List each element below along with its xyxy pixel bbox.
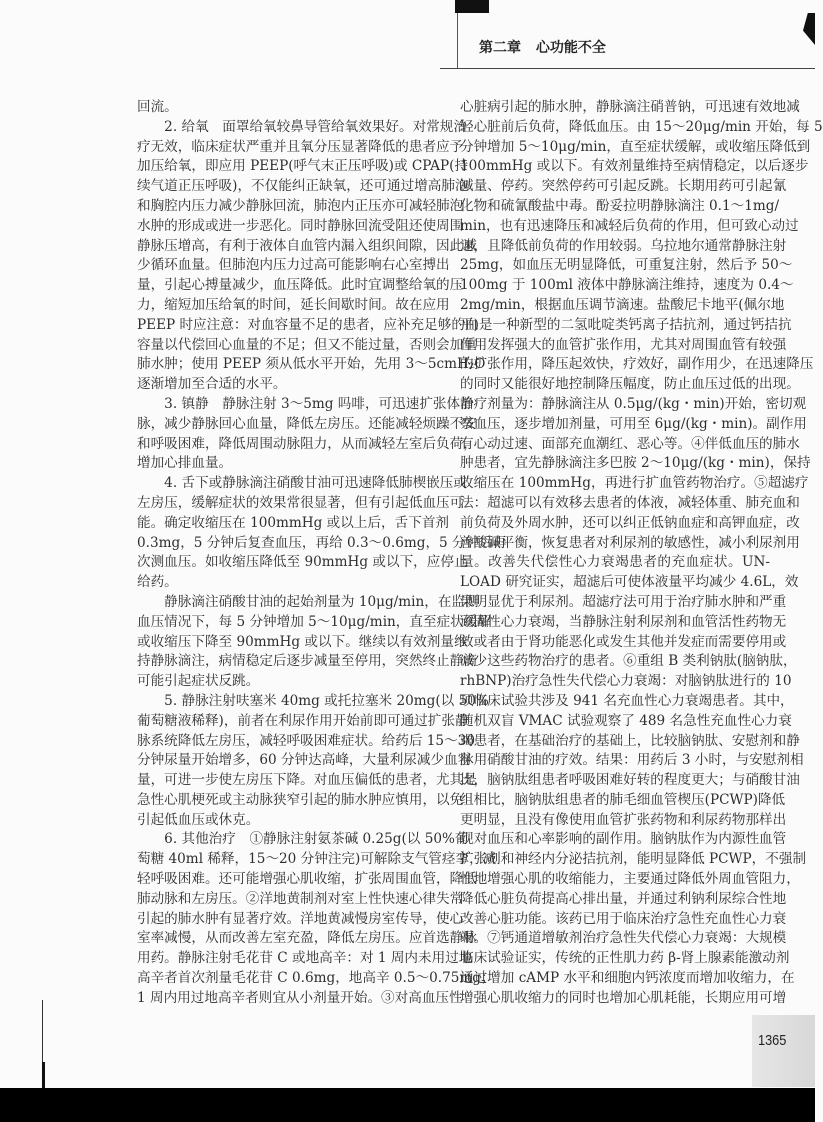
text-line: 1 周内用过地高辛者则宜从小剂量开始。③对高血压性 (137, 989, 463, 1006)
text-line: 2. 给氧 面罩给氧较鼻导管给氧效果好。对常规治 (137, 118, 467, 135)
text-line: 分钟增加 5～10μg/min，直至症状缓解，或收缩压降低到 (460, 138, 811, 155)
text-line: 用药。静脉注射毛花苷 C 或地高辛：对 1 周内未用过地 (137, 950, 473, 967)
text-line: 临床试验证实，传统的正性肌力药 β-肾上腺素能激动剂 (460, 950, 790, 967)
text-line: 果明显优于利尿剂。超滤疗法可用于治疗肺水肿和严重 (460, 593, 787, 610)
text-line: 100mmHg 或以下。有效剂量维持至病情稳定，以后逐步 (460, 158, 809, 175)
text-line: 速，且降低前负荷的作用较弱。乌拉地尔通常静脉注射 (460, 237, 787, 254)
text-line: 疗无效，临床症状严重并且氧分压显著降低的患者应予 (137, 138, 464, 155)
text-line: 急性心肌梗死或主动脉狭窄引起的肺水肿应慎用，以免 (137, 791, 464, 808)
text-line: 血压情况下，每 5 分钟增加 5～10μg/min，直至症状缓解 (137, 613, 491, 630)
text-line: 2mg/min，根据血压调节滴速。盐酸尼卡地平(佩尔地 (460, 296, 785, 313)
text-line: 和呼吸困难，降低周围动脉阻力，从而减轻左室后负荷， (137, 435, 477, 452)
text-line: 回流。 (137, 99, 178, 115)
text-line: 法：超滤可以有效移去患者的体液，减轻体重、肺充血和 (460, 494, 800, 511)
text-line: 量，引起心搏量减少，血压降低。此时宜调整给氧的压 (137, 277, 464, 294)
text-line: 引起低血压或休克。 (137, 811, 260, 828)
text-line: 通过增加 cAMP 水平和细胞内钙浓度而增加收缩力，在 (460, 970, 795, 987)
text-line: 脉系统降低左房压，减轻呼吸困难症状。给药后 15～30 (137, 732, 475, 749)
text-line: 和胸腔内压力减少静脉回流，肺泡内正压亦可减轻肺泡 (137, 197, 464, 214)
text-line: 力，缩短加压给氧的时间，延长间歇时间。故在应用 (137, 296, 450, 313)
running-header (479, 37, 606, 57)
text-line: 察血压，逐步增加剂量，可用至 6μg/(kg・min)。副作用 (460, 415, 807, 432)
text-line: LOAD 研究证实，超滤后可使体液量平均减少 4.6L，效 (460, 574, 799, 591)
text-line: 竭患者，在基础治疗的基础上，比较脑钠肽、安慰剂和静 (460, 732, 800, 749)
text-line: 轻心脏前后负荷，降低血压。由 15～20μg/min 开始，每 5 (460, 118, 823, 135)
text-line: 增加心排血量。 (137, 455, 233, 472)
text-line: 收缩压在 100mmHg，再进行扩血管药物治疗。⑤超滤疗 (460, 475, 809, 492)
text-line: 给药。 (137, 574, 178, 591)
text-line: 肿患者，宜先静脉滴注多巴胺 2～10μg/(kg・min)，保持 (460, 455, 811, 472)
text-line: 高辛者首次剂量毛花苷 C 0.6mg，地高辛 0.5～0.75mg； (137, 970, 495, 987)
text-line: 左房压，缓解症状的效果常很显著，但有引起低血压可 (137, 494, 464, 511)
text-line: 量，可进一步使左房压下降。对血压偏低的患者，尤其是 (137, 772, 477, 789)
text-line: 引起的肺水肿有显著疗效。洋地黄减慢房室传导，使心 (137, 910, 464, 927)
text-line: 顽固性心力衰竭，当静脉注射利尿剂和血管活性药物无 (460, 613, 787, 630)
text-line: 现对血压和心率影响的副作用。脑钠肽作为内源性血管 (460, 831, 787, 848)
text-line: 性地增强心肌的收缩能力，主要通过降低外周血管阻力， (460, 871, 800, 888)
text-line: 脉，减少静脉回心血量，降低左房压。还能减轻烦躁不安 (137, 415, 477, 432)
text-line: rhBNP)治疗急性失代偿心力衰竭：对脑钠肽进行的 10 (460, 673, 792, 690)
text-line: 项临床试验共涉及 941 名充血性心力衰竭患者。其中， (460, 692, 794, 709)
text-line: 0.3mg，5 分钟后复查血压，再给 0.3～0.6mg，5 分钟后再 (137, 534, 507, 551)
text-line: 静脉滴注硝酸甘油的起始剂量为 10μg/min，在监测 (137, 593, 479, 610)
text-line: 治疗剂量为：静脉滴注从 0.5μg/(kg・min)开始，密切观 (460, 395, 807, 412)
text-line: 作用发挥强大的血管扩张作用，尤其对周围血管有较强 (460, 336, 787, 353)
text-line: 100mg 于 100ml 液体中静脉滴注维持，速度为 0.4～ (460, 277, 794, 294)
text-line: 的同时又能很好地控制降压幅度，防止血压过低的出现。 (460, 376, 800, 393)
text-line: 或收缩压下降至 90mmHg 或以下。继续以有效剂量维 (137, 633, 468, 650)
chapter-title: 心功能不全 (535, 40, 606, 56)
text-line: 3. 镇静 静脉注射 3～5mg 吗啡，可迅速扩张体静 (137, 395, 474, 412)
text-line: 改善心脏功能。该药已用于临床治疗急性充血性心力衰 (460, 910, 787, 927)
text-line: 比，脑钠肽组患者呼吸困难好转的程度更大；与硝酸甘油 (460, 772, 800, 789)
text-line: 的扩张作用，降压起效快，疗效好，副作用少，在迅速降压 (460, 356, 814, 373)
text-line: 25mg，如血压无明显降低，可重复注射，然后予 50～ (460, 257, 793, 274)
text-line: 脉用硝酸甘油的疗效。结果：用药后 3 小时，与安慰剂相 (460, 752, 804, 769)
text-line: 可能引起症状反跳。 (137, 673, 260, 690)
text-line: 组相比，脑钠肽组患者的肺毛细血管楔压(PCWP)降低 (460, 791, 786, 808)
text-line: 4. 舌下或静脉滴注硝酸甘油可迅速降低肺楔嵌压或 (137, 475, 467, 492)
left-text-column (137, 98, 507, 1009)
text-line: 效或者由于肾功能恶化或发生其他并发症而需要停用或 (460, 633, 787, 650)
text-line: 更明显，且没有像使用血管扩张药物和利尿药物那样出 (460, 811, 787, 828)
text-line: 静脉压增高，有利于液体自血管内漏入组织间隙，因此减 (137, 237, 477, 254)
chapter-number: 第二章 (479, 40, 521, 56)
page-number: 1365 (758, 1032, 787, 1049)
text-line: 肺动脉和左房压。②洋地黄制剂对室上性快速心律失常 (137, 890, 464, 907)
text-line: 化物和硫氰酸盐中毒。酚妥拉明静脉滴注 0.1～1mg/ (460, 197, 780, 214)
text-line: 减少这些药物治疗的患者。⑥重组 B 类利钠肽(脑钠肽， (460, 653, 797, 670)
scan-corner-mark (803, 13, 815, 45)
scan-bottom-band (0, 1088, 815, 1122)
page-tab-marker (455, 0, 489, 13)
text-line: 水肿的形成或进一步恶化。同时静脉回流受阻还使周围 (137, 217, 464, 234)
binding-edge-mark (42, 1062, 45, 1088)
text-line: 有心动过速、面部充血潮红、恶心等。④伴低血压的肺水 (460, 435, 800, 452)
text-line: 续气道正压呼吸)，不仅能纠正缺氧，还可通过增高肺泡 (137, 178, 469, 195)
right-text-column (460, 98, 823, 1009)
text-line: 分钟尿量开始增多，60 分钟达高峰，大量利尿减少血容 (137, 752, 472, 769)
text-line: 竭。⑦钙通道增敏剂治疗急性失代偿心力衰竭：大规模 (460, 930, 787, 947)
text-line: 持静脉滴注，病情稳定后逐步减量至停用，突然终止静滴 (137, 653, 477, 670)
text-line: 逐渐增加至合适的水平。 (137, 376, 287, 393)
page-number-panel (752, 1015, 815, 1087)
header-divider-vertical (457, 13, 458, 68)
text-line: 随机双盲 VMAC 试验观察了 489 名急性充血性心力衰 (460, 712, 792, 729)
text-line: 心脏病引起的肺水肿，静脉滴注硝普钠，可迅速有效地减 (460, 99, 800, 115)
text-line: 扩张剂和神经内分泌拮抗剂，能明显降低 PCWP，不强制 (460, 851, 807, 868)
text-line: 肺水肿；使用 PEEP 须从低水平开始，先用 3～5cmH₂O (137, 356, 486, 373)
text-line: PEEP 时应注意：对血容量不足的患者，应补充足够的血 (137, 316, 479, 333)
text-line: min，也有迅速降压和减轻后负荷的作用，但可致心动过 (460, 217, 799, 234)
header-rule (440, 68, 815, 69)
text-line: 室率减慢，从而改善左室充盈，降低左房压。应首选静脉 (137, 930, 477, 947)
text-line: 葡萄糖液稀释)，前者在利尿作用开始前即可通过扩张静 (137, 712, 469, 729)
text-line: 能。确定收缩压在 100mmHg 或以上后，舌下首剂 (137, 514, 450, 531)
text-line: 增强心肌收缩力的同时也增加心肌耗能，长期应用可增 (460, 989, 787, 1006)
text-line: 加压给氧，即应用 PEEP(呼气末正压呼吸)或 CPAP(持 (137, 158, 469, 175)
text-line: 量。改善失代偿性心力衰竭患者的充血症状。UN- (460, 554, 770, 571)
text-line: 5. 静脉注射呋塞米 40mg 或托拉塞米 20mg(以 50% (137, 692, 489, 709)
text-line: 轻呼吸困难。还可能增强心肌收缩，扩张周围血管，降低 (137, 871, 477, 888)
text-line: 平)是一种新型的二氢吡啶类钙离子拮抗剂，通过钙拮抗 (460, 316, 792, 333)
text-line: 降低心脏负荷提高心排出量，并通过利钠利尿综合性地 (460, 890, 787, 907)
text-line: 少循环血量。但肺泡内压力过高可能影响右心室搏出 (137, 257, 450, 274)
text-line: 次测血压。如收缩压降低至 90mmHg 或以下，应停止 (137, 554, 468, 571)
text-line: 萄糖 40ml 稀释，15～20 分钟注完)可解除支气管痉挛，减 (137, 851, 497, 868)
text-line: 6. 其他治疗 ①静脉注射氨茶碱 0.25g(以 50%葡 (137, 831, 469, 848)
text-line: 前负荷及外周水肿，还可以纠正低钠血症和高钾血症，改 (460, 514, 800, 531)
text-line: 减量、停药。突然停药可引起反跳。长期用药可引起氰 (460, 178, 787, 195)
text-line: 容量以代偿回心血量的不足；但又不能过量，否则会加重 (137, 336, 477, 353)
text-line: 善酸碱平衡，恢复患者对利尿剂的敏感性，减小利尿剂用 (460, 534, 800, 551)
